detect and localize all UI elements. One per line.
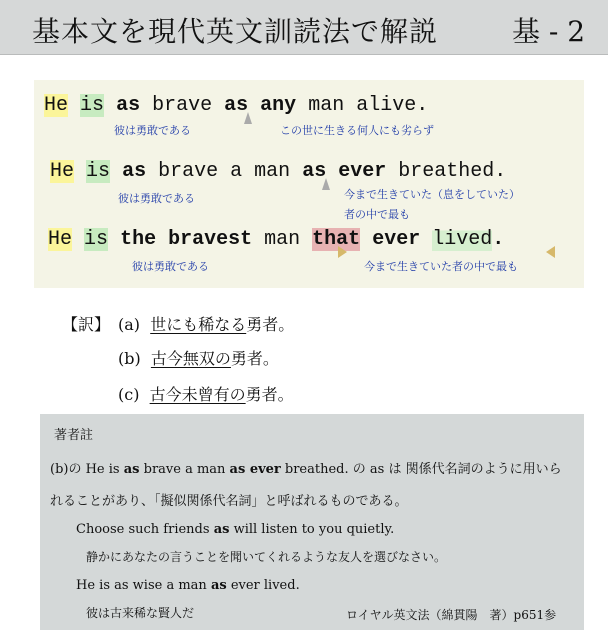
note-example-2: He is as wise a man as ever lived. xyxy=(76,578,300,593)
annotation: 今まで生きていた（息をしていた） xyxy=(344,188,520,201)
word: bravest xyxy=(168,228,253,251)
item-rest: 勇者。 xyxy=(230,349,279,368)
word: the xyxy=(120,228,157,251)
word: as xyxy=(116,94,141,117)
word: man xyxy=(254,160,291,183)
example-sentence-3 xyxy=(48,228,504,251)
word: . xyxy=(492,228,505,251)
example-sentence-2 xyxy=(50,160,506,183)
underlined-phrase: 古今未曾有の xyxy=(149,385,246,404)
word: alive. xyxy=(356,94,429,117)
translation-label: 【訳】 xyxy=(62,315,111,334)
note-example-1: Choose such friends as will listen to you quietly. xyxy=(76,522,395,537)
word-verb: lived xyxy=(432,228,493,251)
source-credit: ロイヤル英文法（綿貫陽 著）p651参 xyxy=(346,608,557,622)
item-marker: (b) xyxy=(118,349,141,368)
word-verb: is xyxy=(86,160,111,183)
item-marker: (a) xyxy=(118,315,141,334)
word: man xyxy=(308,94,345,117)
translation-item-c xyxy=(118,382,294,405)
insertion-marker-icon xyxy=(322,178,330,190)
word-verb: is xyxy=(84,228,109,251)
item-marker: (c) xyxy=(118,385,140,404)
page-title: 基本文を現代英文訓読法で解説 xyxy=(32,15,439,48)
word-subject: He xyxy=(48,228,73,251)
annotation: 者の中で最も xyxy=(344,208,410,221)
translation-item-b xyxy=(118,346,279,369)
header-bar xyxy=(0,0,608,55)
insertion-marker-icon xyxy=(244,112,252,124)
annotation: 彼は勇敢である xyxy=(118,192,195,205)
bracket-end-icon xyxy=(546,246,555,258)
note-paragraph-line-1: (b)の He is as brave a man as ever breathed. の as は 関係代名詞のように用いら xyxy=(50,462,562,477)
item-rest: 勇者。 xyxy=(246,315,295,334)
example-sentences-box xyxy=(34,80,584,288)
lesson-code: 基 - 2 xyxy=(512,15,586,48)
word-relative-pronoun: that xyxy=(312,228,361,251)
bracket-start-icon xyxy=(338,246,347,258)
word: ever xyxy=(372,228,421,251)
word: man xyxy=(264,228,301,251)
note-heading: 著者註 xyxy=(54,428,94,443)
note-paragraph-line-2: れることがあり、「擬似関係代名詞」と呼ばれるものである。 xyxy=(50,494,408,509)
annotation: 彼は勇敢である xyxy=(114,124,191,137)
word: as xyxy=(302,160,327,183)
word: breathed. xyxy=(398,160,507,183)
word: brave xyxy=(152,94,213,117)
annotation: 今まで生きていた者の中で最も xyxy=(364,260,518,273)
translation-item-a xyxy=(118,312,294,335)
author-note-box xyxy=(40,414,584,630)
annotation: 彼は勇敢である xyxy=(132,260,209,273)
word: as xyxy=(224,94,249,117)
item-rest: 勇者。 xyxy=(245,385,294,404)
word: brave xyxy=(158,160,219,183)
example-sentence-1 xyxy=(44,94,428,117)
underlined-phrase: 古今無双の xyxy=(150,349,231,368)
underlined-phrase: 世にも稀なる xyxy=(150,315,247,334)
word-subject: He xyxy=(44,94,69,117)
word-verb: is xyxy=(80,94,105,117)
word: any xyxy=(260,94,297,117)
note-example-2-translation: 彼は古来稀な賢人だ xyxy=(86,606,195,620)
annotation: この世に生きる何人にも劣らず xyxy=(280,124,434,137)
note-example-1-translation: 静かにあなたの言うことを聞いてくれるような友人を選びなさい。 xyxy=(86,550,447,564)
word: as xyxy=(122,160,147,183)
word: ever xyxy=(338,160,387,183)
word: a xyxy=(230,160,243,183)
word-subject: He xyxy=(50,160,75,183)
